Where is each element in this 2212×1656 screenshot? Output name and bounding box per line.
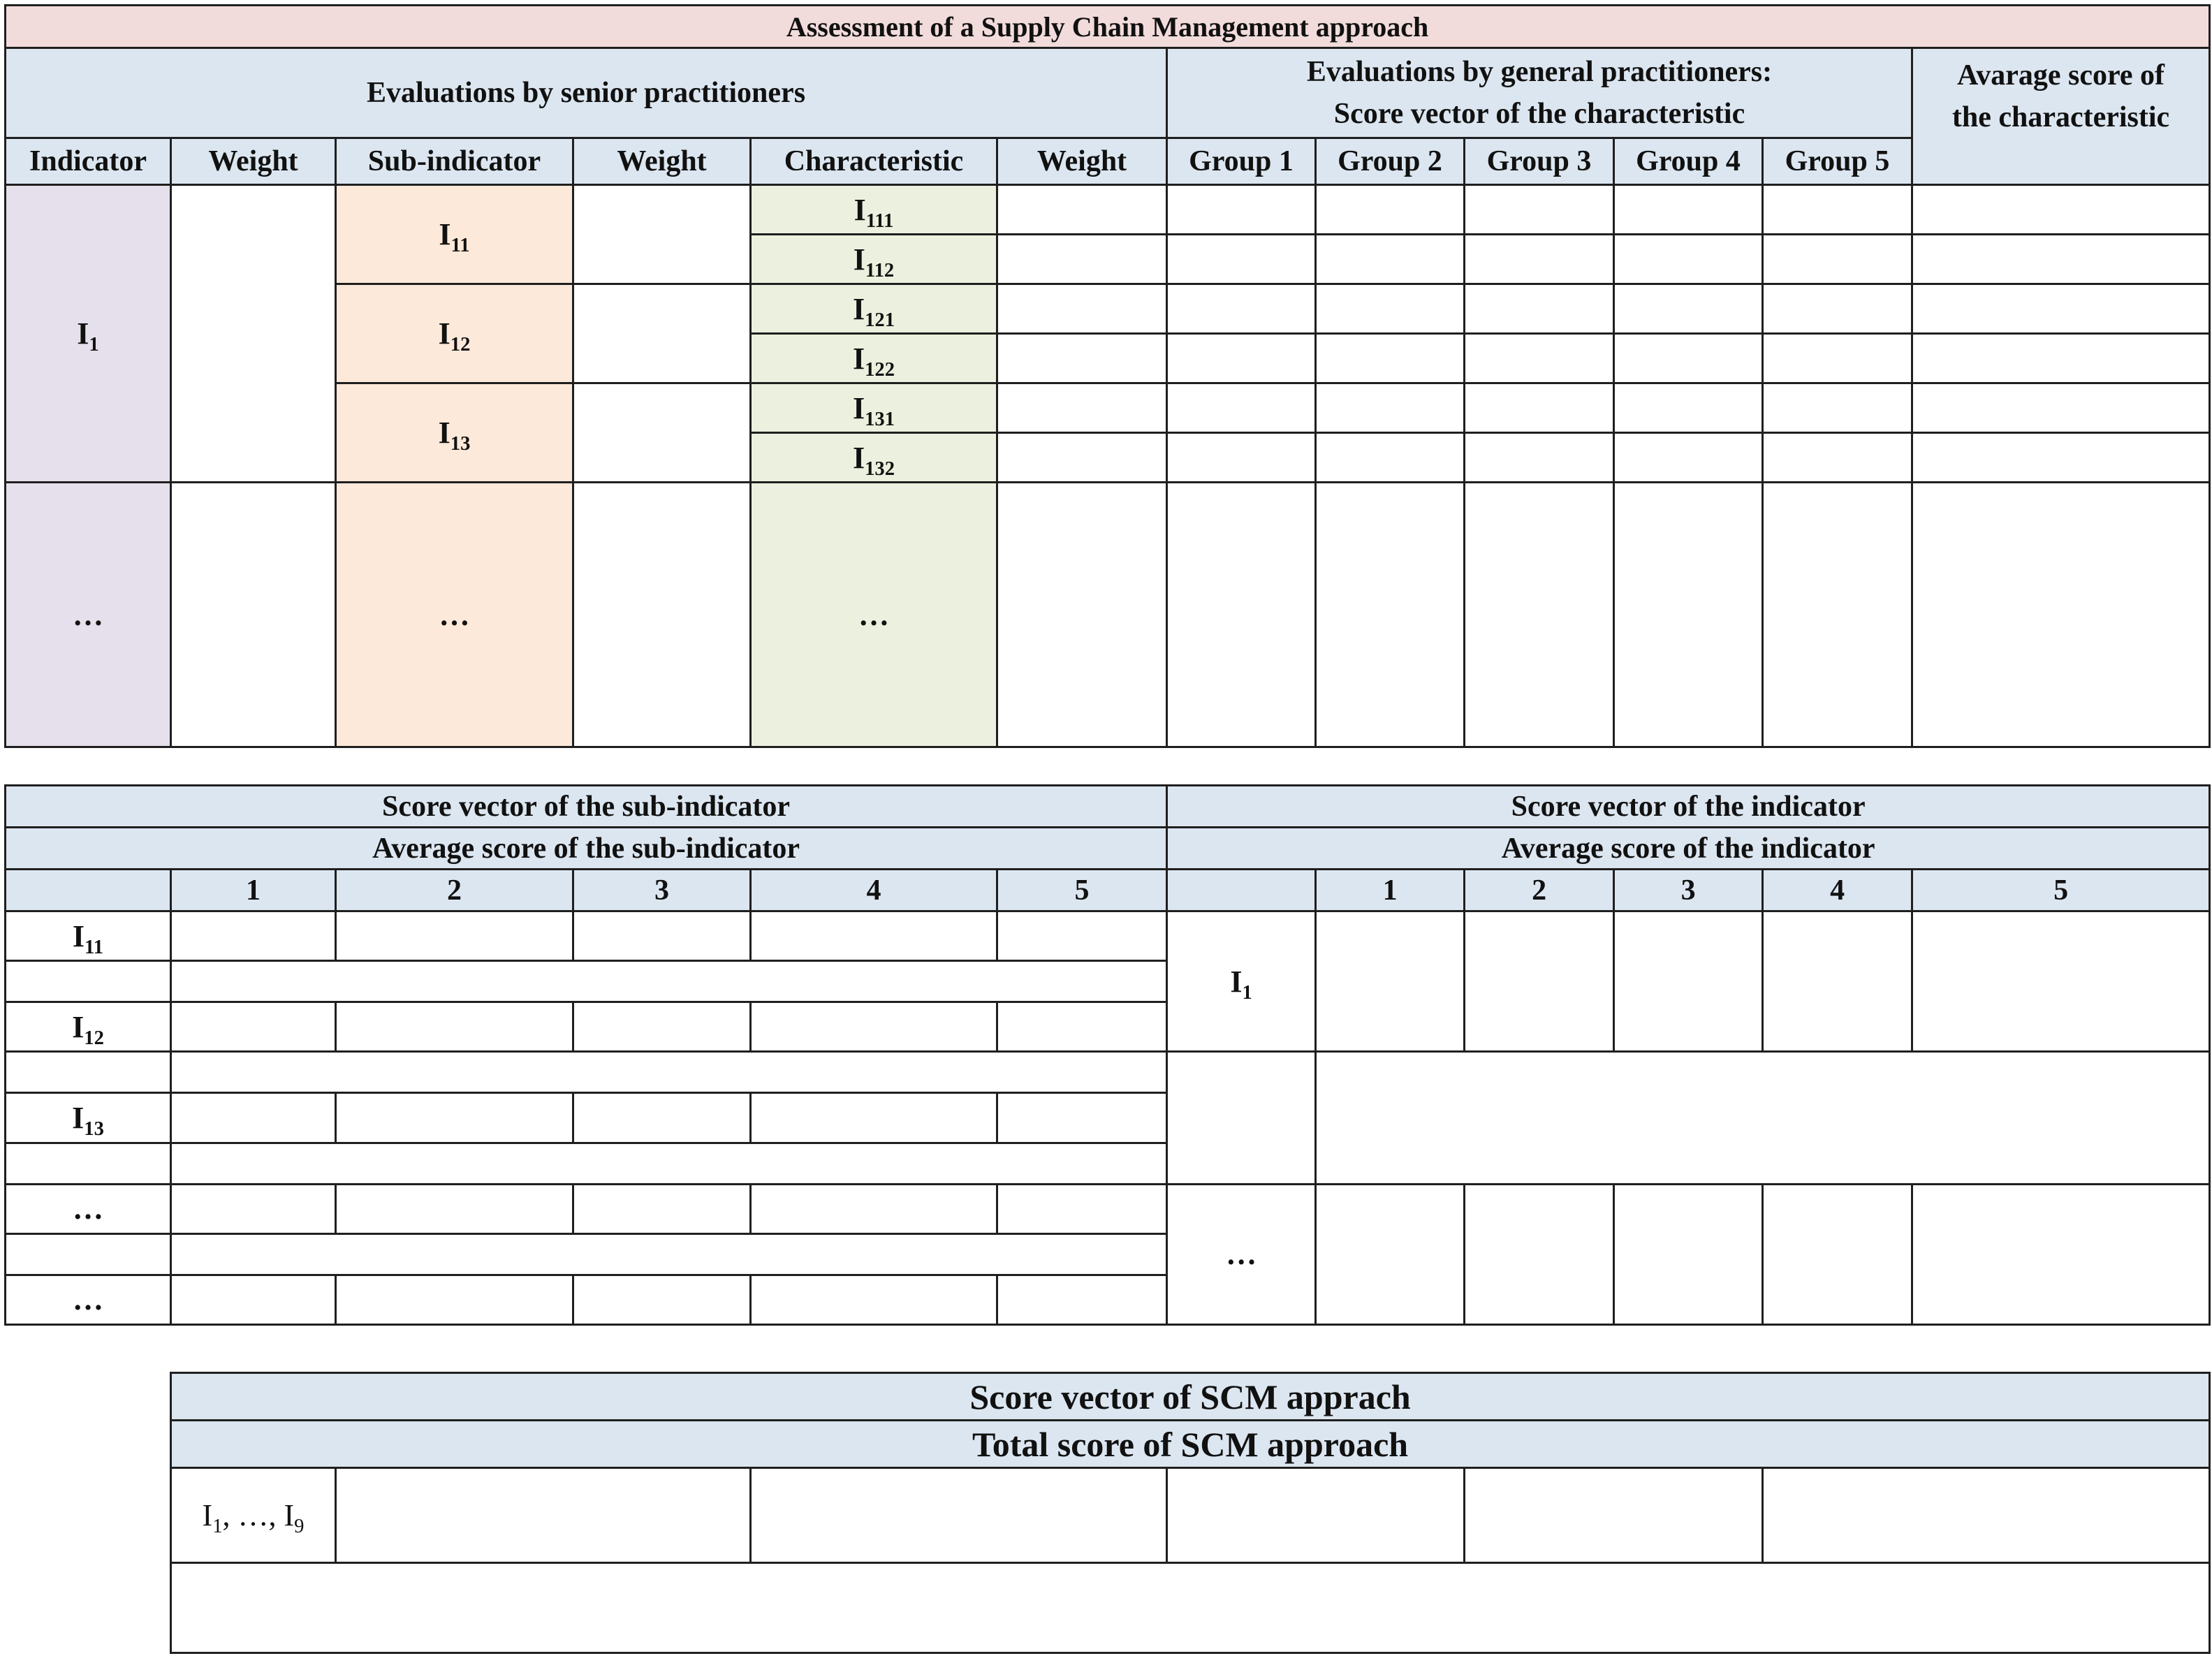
score-cell xyxy=(1465,483,1614,747)
score-cell xyxy=(1167,334,1316,383)
score-cell xyxy=(1316,334,1465,383)
score-cell xyxy=(751,1184,997,1233)
score-cell xyxy=(751,1002,997,1052)
col-weight: Weight xyxy=(997,138,1167,185)
sub-indicator-ellipsis-cell: … xyxy=(336,483,573,747)
blank-label-cell xyxy=(6,1233,171,1275)
score-cell xyxy=(1763,483,1912,747)
score-cell xyxy=(751,1468,1167,1563)
score-cell xyxy=(1316,185,1465,235)
indicator-score-vector-header: Score vector of the indicator xyxy=(1167,786,2210,828)
score-cell xyxy=(1763,334,1912,383)
indicator-ellipsis-cell: … xyxy=(6,483,171,747)
score-cell xyxy=(1465,185,1614,235)
score-cell xyxy=(1763,235,1912,284)
score-cell xyxy=(1763,1184,1912,1324)
number-header: 3 xyxy=(573,870,751,911)
blank-label-cell xyxy=(6,1052,171,1093)
blank-label-cell xyxy=(6,1143,171,1184)
ellipsis-row-label: … xyxy=(6,1275,171,1324)
score-cell xyxy=(1465,284,1614,334)
blank-header-cell xyxy=(6,870,171,911)
blank-label-cell xyxy=(6,961,171,1002)
sub-indicator-average-cell xyxy=(171,961,1167,1002)
score-cell xyxy=(1167,284,1316,334)
col-group-4: Group 4 xyxy=(1614,138,1763,185)
score-cell xyxy=(1316,483,1465,747)
average-cell xyxy=(1912,185,2210,235)
score-cell xyxy=(1316,1184,1465,1324)
characteristic-weight-cell xyxy=(997,433,1167,483)
average-cell xyxy=(1912,284,2210,334)
score-cell xyxy=(1465,1184,1614,1324)
score-cell xyxy=(1763,284,1912,334)
score-cell xyxy=(1614,284,1763,334)
col-weight: Weight xyxy=(171,138,336,185)
score-cell xyxy=(1763,911,1912,1052)
indicator-range-label: $I_1$, …, $I_9$ xyxy=(171,1468,336,1563)
characteristic-cell: $I_{132}$ xyxy=(751,433,997,483)
characteristic-weight-cell xyxy=(997,383,1167,433)
score-cell xyxy=(1763,433,1912,483)
score-cell xyxy=(1614,433,1763,483)
number-header: 3 xyxy=(1614,870,1763,911)
sub-indicator-score-vector-header: Score vector of the sub-indicator xyxy=(6,786,1167,828)
indicator-row-label: $I_1$ xyxy=(1167,911,1316,1052)
sub-indicator-cell: $I_{11}$ xyxy=(336,185,573,284)
general-practitioners-header: Evaluations by general practitioners: Score vector of the characteristic xyxy=(1167,48,1912,138)
score-cell xyxy=(1316,284,1465,334)
ellipsis-row-label: … xyxy=(6,1184,171,1233)
total-score-cell xyxy=(171,1563,2210,1653)
score-cell xyxy=(1316,911,1465,1052)
col-weight: Weight xyxy=(573,138,751,185)
sub-indicator-average-cell xyxy=(171,1143,1167,1184)
score-cell xyxy=(1316,433,1465,483)
score-cell xyxy=(171,1093,336,1143)
indicator-average-header: Average score of the indicator xyxy=(1167,828,2210,870)
sub-indicator-average-cell xyxy=(171,1233,1167,1275)
characteristic-cell: $I_{112}$ xyxy=(751,235,997,284)
col-sub-indicator: Sub-indicator xyxy=(336,138,573,185)
score-cell xyxy=(171,911,336,961)
average-cell xyxy=(1912,483,2210,747)
sub-indicator-average-header: Average score of the sub-indicator xyxy=(6,828,1167,870)
score-cell xyxy=(1167,433,1316,483)
characteristic-ellipsis-cell: … xyxy=(751,483,997,747)
indicator-weight-cell xyxy=(171,185,336,483)
characteristic-cell: $I_{111}$ xyxy=(751,185,997,235)
characteristic-evaluation-table xyxy=(4,4,2211,748)
score-cell xyxy=(1167,185,1316,235)
score-cell xyxy=(997,1093,1167,1143)
score-cell xyxy=(336,1184,573,1233)
senior-practitioners-header: Evaluations by senior practitioners xyxy=(6,48,1167,138)
sub-indicator-cell: $I_{13}$ xyxy=(336,383,573,483)
score-cell xyxy=(336,911,573,961)
sub-indicator-row-label: $I_{12}$ xyxy=(6,1002,171,1052)
score-cell xyxy=(573,1002,751,1052)
characteristic-weight-cell xyxy=(997,483,1167,747)
sub-indicator-average-cell xyxy=(171,1052,1167,1093)
score-cell xyxy=(1763,1468,2210,1563)
score-cell xyxy=(1167,1468,1465,1563)
score-cell xyxy=(751,1093,997,1143)
score-cell xyxy=(751,911,997,961)
assessment-title: Assessment of a Supply Chain Management approach xyxy=(6,6,2210,48)
average-cell xyxy=(1912,235,2210,284)
characteristic-weight-cell xyxy=(997,284,1167,334)
number-header: 5 xyxy=(1912,870,2210,911)
blank-label-cell xyxy=(1167,1052,1316,1184)
score-cell xyxy=(1465,383,1614,433)
characteristic-weight-cell xyxy=(997,334,1167,383)
score-cell xyxy=(1912,911,2210,1052)
score-cell xyxy=(997,911,1167,961)
score-cell xyxy=(573,1275,751,1324)
score-cell xyxy=(1912,1184,2210,1324)
sub-indicator-weight-cell xyxy=(573,284,751,383)
score-cell xyxy=(997,1275,1167,1324)
score-cell xyxy=(1167,383,1316,433)
score-cell xyxy=(1614,911,1763,1052)
blank-header-cell xyxy=(1167,870,1316,911)
score-cell xyxy=(1465,911,1614,1052)
score-cell xyxy=(1465,334,1614,383)
score-cell xyxy=(1763,383,1912,433)
number-header: 4 xyxy=(1763,870,1912,911)
sub-indicator-weight-cell xyxy=(573,483,751,747)
average-cell xyxy=(1912,334,2210,383)
score-cell xyxy=(336,1093,573,1143)
sub-indicator-row-label: $I_{13}$ xyxy=(6,1093,171,1143)
score-cell xyxy=(1465,433,1614,483)
number-header: 5 xyxy=(997,870,1167,911)
score-cell xyxy=(171,1002,336,1052)
indicator-cell: $I_1$ xyxy=(6,185,171,483)
score-cell xyxy=(1763,185,1912,235)
number-header: 1 xyxy=(1316,870,1465,911)
score-cell xyxy=(1614,383,1763,433)
scm-total-score-table xyxy=(170,1372,2211,1654)
number-header: 1 xyxy=(171,870,336,911)
score-cell xyxy=(1316,383,1465,433)
score-cell xyxy=(1167,483,1316,747)
score-cell xyxy=(336,1468,751,1563)
score-cell xyxy=(1614,483,1763,747)
characteristic-weight-cell xyxy=(997,235,1167,284)
scm-total-score-header: Total score of SCM approach xyxy=(171,1421,2210,1468)
number-header: 4 xyxy=(751,870,997,911)
number-header: 2 xyxy=(1465,870,1614,911)
score-vector-table xyxy=(4,784,2211,1326)
sub-indicator-cell: $I_{12}$ xyxy=(336,284,573,383)
score-cell xyxy=(573,911,751,961)
score-cell xyxy=(1614,334,1763,383)
average-cell xyxy=(1912,433,2210,483)
score-cell xyxy=(1316,235,1465,284)
average-cell xyxy=(1912,383,2210,433)
sub-indicator-weight-cell xyxy=(573,185,751,284)
score-cell xyxy=(171,1184,336,1233)
score-cell xyxy=(171,1275,336,1324)
characteristic-weight-cell xyxy=(997,185,1167,235)
score-cell xyxy=(336,1002,573,1052)
score-cell xyxy=(1614,1184,1763,1324)
score-cell xyxy=(997,1002,1167,1052)
col-characteristic: Characteristic xyxy=(751,138,997,185)
score-cell xyxy=(573,1184,751,1233)
score-cell xyxy=(1167,235,1316,284)
sub-indicator-weight-cell xyxy=(573,383,751,483)
indicator-weight-cell xyxy=(171,483,336,747)
score-cell xyxy=(336,1275,573,1324)
col-group-1: Group 1 xyxy=(1167,138,1316,185)
characteristic-cell: $I_{131}$ xyxy=(751,383,997,433)
score-cell xyxy=(1614,185,1763,235)
average-characteristic-header: Avarage score of the characteristic xyxy=(1912,48,2210,185)
sub-indicator-row-label: $I_{11}$ xyxy=(6,911,171,961)
col-group-5: Group 5 xyxy=(1763,138,1912,185)
score-cell xyxy=(751,1275,997,1324)
indicator-average-cell xyxy=(1316,1052,2210,1184)
score-cell xyxy=(1614,235,1763,284)
score-cell xyxy=(997,1184,1167,1233)
score-cell xyxy=(1465,1468,1763,1563)
number-header: 2 xyxy=(336,870,573,911)
ellipsis-row-label: … xyxy=(1167,1184,1316,1324)
characteristic-cell: $I_{122}$ xyxy=(751,334,997,383)
score-cell xyxy=(1465,235,1614,284)
score-cell xyxy=(573,1093,751,1143)
col-group-3: Group 3 xyxy=(1465,138,1614,185)
characteristic-cell: $I_{121}$ xyxy=(751,284,997,334)
col-indicator: Indicator xyxy=(6,138,171,185)
scm-score-vector-header: Score vector of SCM apprach xyxy=(171,1373,2210,1421)
col-group-2: Group 2 xyxy=(1316,138,1465,185)
